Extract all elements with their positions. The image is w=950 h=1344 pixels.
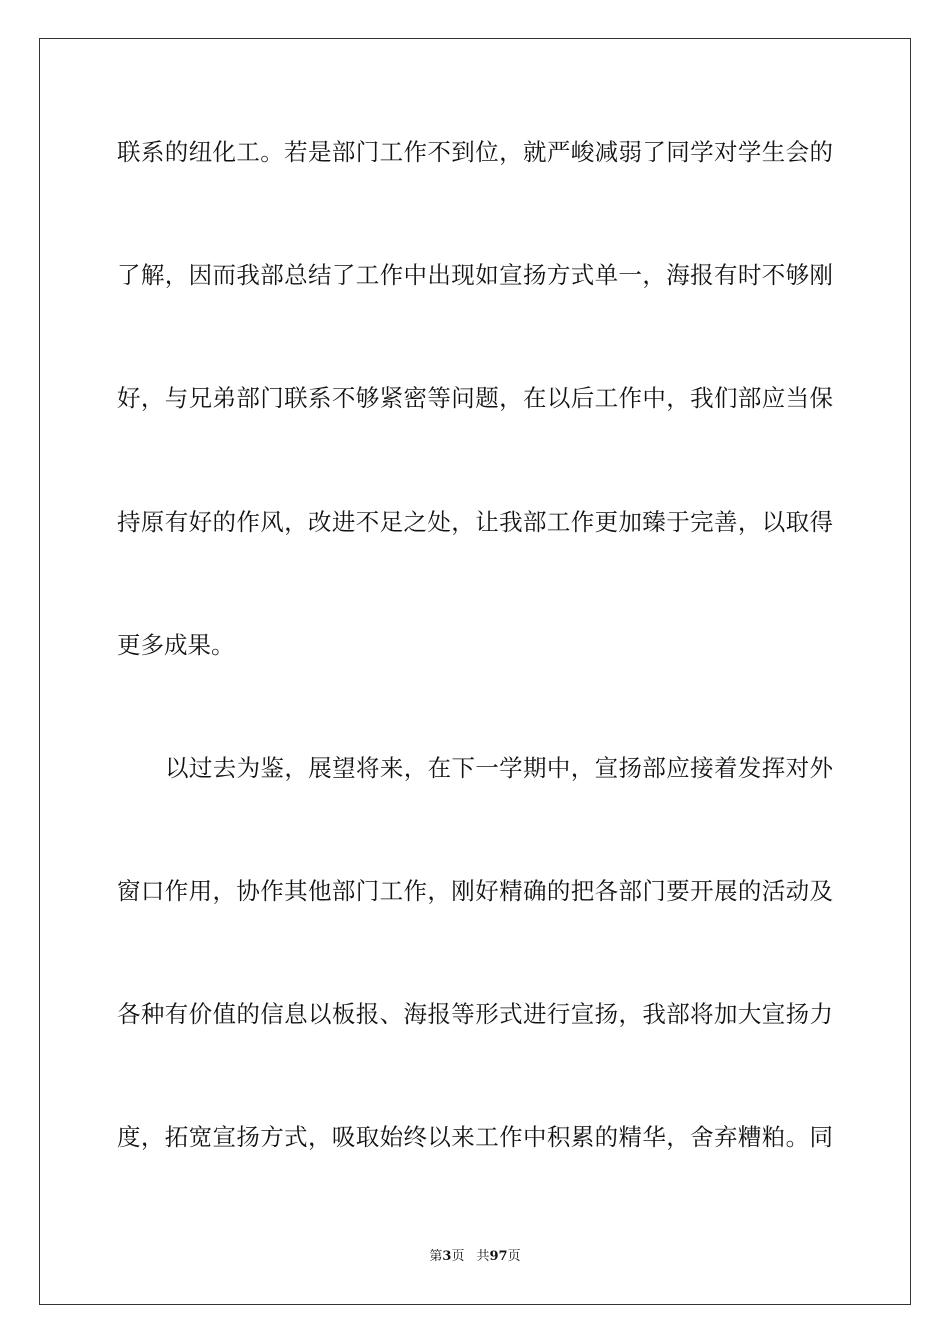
footer-page-prefix: 第	[429, 1249, 443, 1264]
page-footer	[0, 1247, 950, 1267]
body-text-line-3: 好，与兄弟部门联系不够紧密等问题，在以后工作中，我们部应当保	[117, 384, 833, 412]
body-text-line-4: 持原有好的作风，改进不足之处，让我部工作更加臻于完善，以取得	[117, 508, 833, 536]
body-text-line-9: 度，拓宽宣扬方式，吸取始终以来工作中积累的精华，舍弃糟粕。同	[117, 1123, 833, 1151]
footer-total-suffix: 页	[507, 1249, 521, 1264]
footer-page-number: 3	[442, 1249, 452, 1264]
body-text-line-1: 联系的纽化工。若是部门工作不到位，就严峻减弱了同学对学生会的	[117, 138, 833, 166]
page-border	[39, 38, 911, 1305]
footer-total-pages: 97	[489, 1249, 508, 1264]
body-text-line-5: 更多成果。	[117, 631, 235, 659]
footer-page-suffix: 页	[451, 1249, 465, 1264]
paragraph-indented-line: 以过去为鉴，展望将来，在下一学期中，宣扬部应接着发挥对外	[165, 754, 833, 782]
body-text-line-2: 了解，因而我部总结了工作中出现如宣扬方式单一，海报有时不够刚	[117, 261, 833, 289]
body-text-line-7: 窗口作用，协作其他部门工作，刚好精确的把各部门要开展的活动及	[117, 877, 833, 905]
footer-total-prefix: 共	[476, 1249, 490, 1264]
body-text-line-8: 各种有价值的信息以板报、海报等形式进行宣扬，我部将加大宣扬力	[117, 1000, 833, 1028]
